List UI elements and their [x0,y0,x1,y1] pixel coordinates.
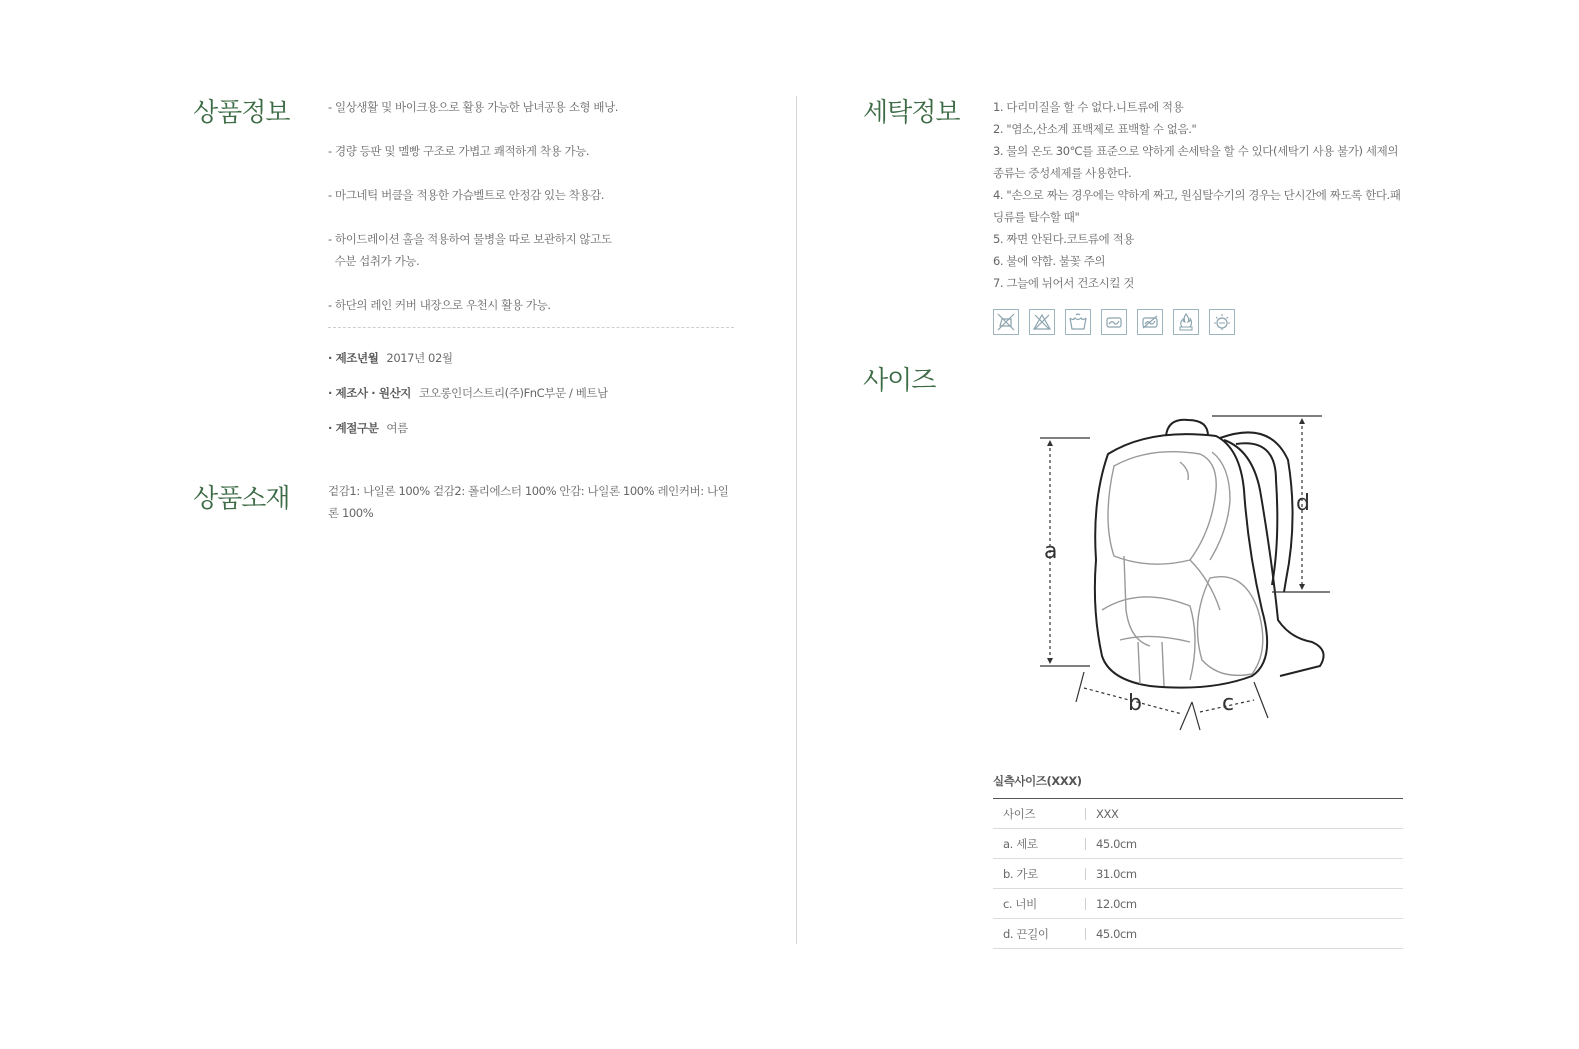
row-value: 31.0cm [1096,866,1137,881]
shoulder-strap [1220,432,1293,592]
table-row [993,829,1403,859]
product-bullet: - 하이드레이션 홀을 적용하여 물병을 따로 보관하지 않고도 [328,232,612,246]
shade-dry-icon [1209,309,1235,335]
backpack-size-diagram [1040,410,1350,745]
wash-line: 1. 다리미질을 할 수 없다.니트류에 적용 [993,100,1184,114]
row-label: d. 끈길이 [1003,926,1049,941]
size-heading: 사이즈 [863,366,936,396]
side-pocket [1198,577,1263,676]
meta-value: 여름 [386,421,408,435]
no-wring-icon [1137,309,1163,335]
dotted-divider [328,327,734,328]
wring-gently-icon [1101,309,1127,335]
care-icons [993,309,1235,335]
wash-line: 7. 그늘에 뉘어서 건조시킬 것 [993,276,1134,290]
meta-manufacture-date [328,350,453,366]
hand-wash-icon [1065,309,1091,335]
meta-manufacturer [328,385,608,401]
no-bleach-icon [1029,309,1055,335]
table-row [993,799,1403,829]
column-divider [796,96,797,944]
dimension-label-a: a [1044,539,1058,564]
row-label: 사이즈 [1003,806,1036,821]
wash-line: 2. "염소,산소계 표백제로 표백할 수 없음." [993,122,1197,136]
meta-label: · 계절구분 [328,421,379,435]
front-pocket [1108,452,1216,564]
meta-value: 2017년 02월 [386,351,453,365]
flammable-icon [1173,309,1199,335]
table-row [993,859,1403,889]
meta-season [328,420,408,436]
product-bullet: 수분 섭취가 가능. [328,254,420,268]
product-bullet: - 일상생활 및 바이크용으로 활용 가능한 남녀공용 소형 배낭. [328,100,619,114]
meta-value: 코오롱인더스트리(주)FnC부문 / 베트남 [419,386,608,400]
row-label: b. 가로 [1003,866,1038,881]
product-bullet: - 하단의 레인 커버 내장으로 우천시 활용 가능. [328,298,551,312]
row-value: 45.0cm [1096,836,1137,851]
dimension-label-b: b [1128,691,1142,716]
material-heading: 상품소재 [193,484,290,514]
size-table-title: 실측사이즈(XXX) [993,774,1082,788]
product-bullet: - 마그네틱 버클을 적용한 가슴벨트로 안정감 있는 착용감. [328,188,605,202]
size-table [993,798,1403,949]
meta-label: · 제조년월 [328,351,379,365]
table-row [993,889,1403,919]
material-text: 겉감1: 나일론 100% 겉감2: 폴리에스터 100% 안감: 나일론 100% 레인커버: 나일론 100% [328,484,729,520]
wash-line: 4. "손으로 짜는 경우에는 약하게 짜고, 원심탈수기의 경우는 단시간에 짜도록 한다.패딩류를 탈수할 때" [993,188,1401,224]
wash-info-heading: 세탁정보 [863,98,960,128]
wash-line: 6. 불에 약함. 불꽃 주의 [993,254,1106,268]
row-value: 12.0cm [1096,896,1137,911]
wash-line: 5. 짜면 안된다.코트류에 적용 [993,232,1134,246]
row-value: 45.0cm [1096,926,1137,941]
row-label: c. 너비 [1003,896,1037,911]
meta-label: · 제조사 · 원산지 [328,386,412,400]
product-bullet: - 경량 등판 및 멜빵 구조로 가볍고 쾌적하게 착용 가능. [328,144,590,158]
no-iron-icon [993,309,1019,335]
main-body [1095,434,1267,688]
product-info-heading: 상품정보 [193,98,290,128]
row-label: a. 세로 [1003,836,1038,851]
dimension-label-c: c [1222,691,1235,716]
table-row [993,919,1403,949]
back-panel [1224,440,1324,676]
row-value: XXX [1096,806,1119,821]
dimension-label-d: d [1296,491,1310,516]
wash-info-list [993,96,1403,294]
wash-line: 3. 물의 온도 30℃를 표준으로 약하게 손세탁을 할 수 있다(세탁기 사용 불가) 세제의 종류는 중성세제를 사용한다. [993,144,1399,180]
